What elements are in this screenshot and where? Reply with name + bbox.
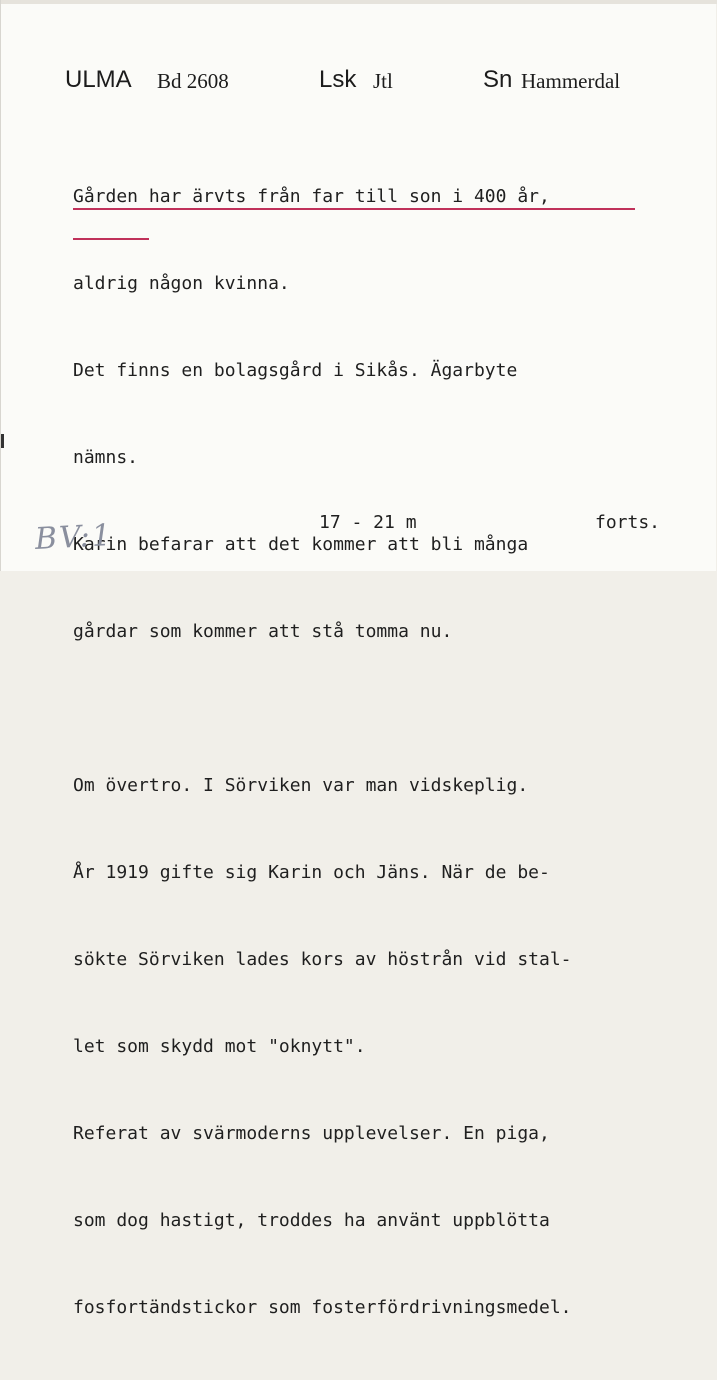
highlight-underline [73,238,149,240]
province-value: Jtl [373,69,393,93]
card-top-edge [1,0,717,4]
parish-label: Sn [483,66,513,93]
highlight-underline [73,208,635,210]
body-line: gårdar som kommer att stå tomma nu. [73,621,453,642]
margin-mark [1,434,4,448]
body-line: sökte Sörviken lades kors av höstrån vid stal- [73,949,572,970]
body-line: Gården har ärvts från far till son i 400 år, [73,186,550,207]
card-body-text [73,124,713,1380]
archive-label: ULMA [65,66,132,93]
body-line: fosfortändstickor som fosterfördrivningsmedel. [73,1297,572,1318]
body-line: som dog hastigt, troddes ha använt uppblötta [73,1210,550,1231]
paragraph-gap [73,704,713,713]
body-line: Om övertro. I Sörviken var man vidskeplig. [73,775,529,796]
body-line: aldrig någon kvinna. [73,273,290,294]
body-line: Karin befarar att det kommer att bli många [73,534,529,555]
body-line: År 1919 gifte sig Karin och Jäns. När de be- [73,862,550,883]
parish-value: Hammerdal [521,69,621,93]
handwritten-mark: BV:1 [34,517,114,558]
page-range: 17 - 21 m [319,512,417,533]
body-line: Det finns en bolagsgård i Sikås. Ägarbyte [73,360,518,381]
continued-label: forts. [595,512,661,533]
archive-number: Bd 2608 [157,69,229,93]
body-line: let som skydd mot "oknytt". [73,1036,366,1057]
province-label: Lsk [319,66,357,93]
body-line: Referat av svärmoderns upplevelser. En piga, [73,1123,550,1144]
body-line: nämns. [73,447,139,468]
card-header [1,66,717,102]
